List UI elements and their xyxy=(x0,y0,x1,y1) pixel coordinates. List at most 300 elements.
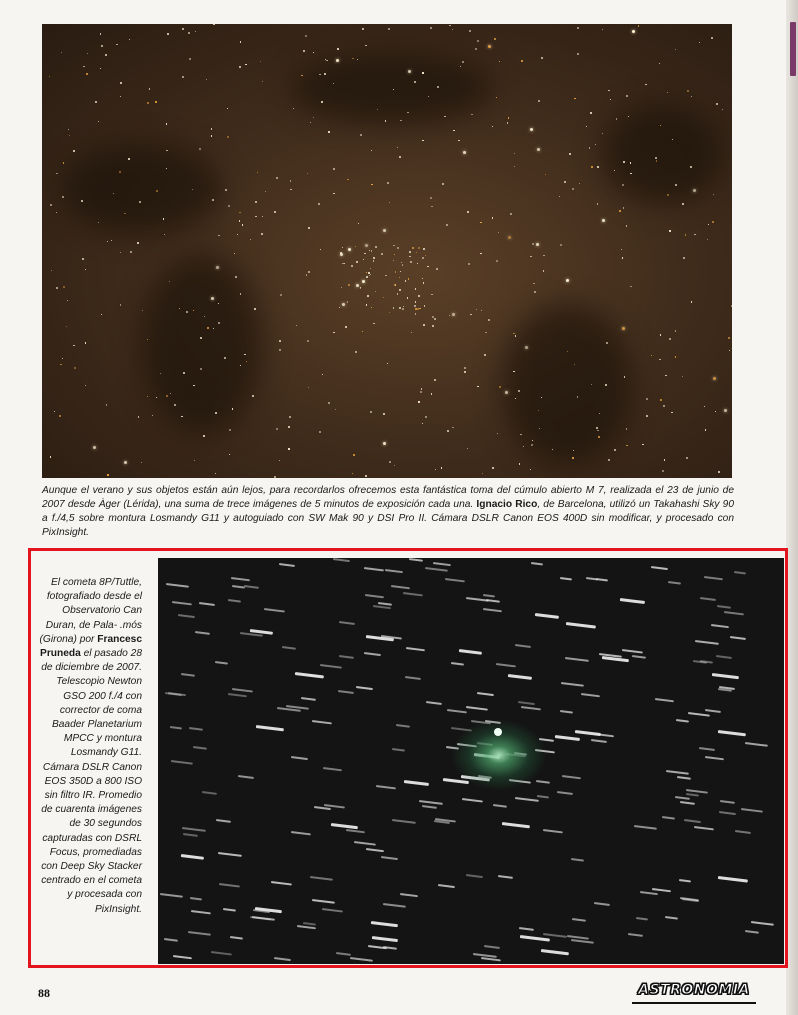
star xyxy=(623,207,624,208)
star-trail xyxy=(515,797,539,801)
star xyxy=(401,262,402,263)
star-trail xyxy=(677,776,691,779)
star xyxy=(399,307,401,309)
star xyxy=(408,278,409,279)
star xyxy=(713,194,714,195)
star xyxy=(347,179,348,180)
star xyxy=(313,117,314,118)
star xyxy=(344,263,345,264)
star xyxy=(411,332,412,333)
star-trail xyxy=(214,661,227,664)
star xyxy=(305,35,307,37)
star-trail xyxy=(217,852,241,856)
star xyxy=(194,460,195,461)
star-trail xyxy=(745,930,759,933)
star xyxy=(460,66,461,67)
star xyxy=(622,327,625,330)
star-trail xyxy=(501,822,529,828)
star xyxy=(418,247,420,249)
star xyxy=(476,309,477,310)
star xyxy=(397,293,398,294)
star-trail xyxy=(571,939,594,943)
star xyxy=(86,73,88,75)
star xyxy=(371,150,372,151)
star-trail xyxy=(634,825,657,829)
star xyxy=(559,196,560,197)
star xyxy=(370,411,372,413)
star xyxy=(50,204,51,205)
star-trail xyxy=(350,957,373,961)
star xyxy=(61,52,62,53)
star-trail xyxy=(562,775,581,779)
star-trail xyxy=(719,800,734,803)
star xyxy=(276,428,278,430)
star xyxy=(711,37,713,39)
star xyxy=(452,313,455,316)
star xyxy=(345,326,346,327)
star xyxy=(651,355,652,356)
star xyxy=(572,188,574,190)
star xyxy=(206,79,207,80)
star xyxy=(212,199,213,200)
star-trail xyxy=(166,583,189,587)
star-trail xyxy=(565,622,595,628)
star xyxy=(339,307,340,308)
star xyxy=(536,243,539,246)
star-trail xyxy=(716,655,732,658)
star-trail xyxy=(543,829,563,833)
star xyxy=(265,191,266,192)
star-trail xyxy=(666,770,689,774)
star xyxy=(225,189,227,191)
star xyxy=(602,29,603,30)
star-trail xyxy=(172,601,192,605)
star-trail xyxy=(290,756,307,760)
star xyxy=(537,148,540,151)
star xyxy=(308,387,309,388)
star xyxy=(279,460,280,461)
star xyxy=(543,270,544,271)
star xyxy=(626,225,627,226)
star xyxy=(342,303,345,306)
star xyxy=(303,50,305,52)
star xyxy=(147,102,149,104)
star xyxy=(310,122,311,123)
caption-text: El cometa 8P/Tuttle, fotografiado desde el Observatorio Can Duran, de Pala- .mós (Girona) por xyxy=(39,577,142,645)
star xyxy=(365,45,366,46)
star xyxy=(444,116,445,117)
star xyxy=(645,84,646,85)
star xyxy=(324,73,326,75)
star-trail xyxy=(385,569,403,573)
star-trail xyxy=(734,571,746,574)
star xyxy=(425,255,426,256)
star-trail xyxy=(665,916,678,919)
star-trail xyxy=(400,893,418,897)
star-trail xyxy=(459,649,482,654)
star xyxy=(63,286,65,288)
star xyxy=(499,61,500,62)
star-trail xyxy=(182,827,206,831)
star-trail xyxy=(301,697,316,700)
star xyxy=(240,41,241,42)
star xyxy=(638,25,639,26)
star xyxy=(492,467,493,468)
star xyxy=(402,264,403,265)
star xyxy=(683,257,684,258)
star-trail xyxy=(565,657,589,661)
star xyxy=(373,323,374,324)
star-trail xyxy=(404,780,429,786)
star xyxy=(307,340,309,342)
star xyxy=(675,356,676,357)
star-trail xyxy=(484,945,500,948)
star-trail xyxy=(466,706,488,710)
star xyxy=(414,305,416,307)
star-trail xyxy=(581,693,600,697)
star xyxy=(183,372,185,374)
star xyxy=(477,386,478,387)
star xyxy=(712,221,714,223)
star xyxy=(621,249,622,250)
star xyxy=(237,234,238,235)
star xyxy=(675,49,676,50)
star xyxy=(362,280,365,283)
star-trail xyxy=(536,780,550,783)
star xyxy=(622,257,623,258)
m7-cluster-photo xyxy=(42,24,732,478)
star-trail xyxy=(373,605,391,609)
star xyxy=(166,395,168,397)
star xyxy=(397,247,399,249)
star-trail xyxy=(717,605,731,608)
star xyxy=(569,153,571,155)
star xyxy=(690,166,692,168)
star xyxy=(120,252,121,253)
star-trail xyxy=(483,608,502,612)
star xyxy=(574,98,575,99)
star xyxy=(147,396,148,397)
star-trail xyxy=(694,826,714,830)
star xyxy=(729,350,730,351)
star-trail xyxy=(338,690,354,693)
star xyxy=(595,144,596,145)
star-trail xyxy=(724,611,744,615)
star xyxy=(337,48,338,49)
star xyxy=(120,82,122,84)
star-trail xyxy=(518,701,535,705)
star xyxy=(308,271,310,273)
star-trail xyxy=(376,785,396,789)
star xyxy=(496,97,497,98)
star xyxy=(596,427,598,429)
star xyxy=(462,61,464,63)
star xyxy=(672,139,673,140)
star xyxy=(333,332,334,333)
star-trail xyxy=(171,760,193,764)
star xyxy=(482,473,483,474)
star xyxy=(602,219,605,222)
star xyxy=(364,253,365,254)
star xyxy=(107,241,108,242)
star xyxy=(189,58,191,60)
star xyxy=(50,456,51,457)
star xyxy=(646,415,647,416)
star xyxy=(718,471,720,473)
star xyxy=(255,201,257,203)
star xyxy=(399,156,401,158)
star xyxy=(663,405,665,407)
star xyxy=(218,235,219,236)
star xyxy=(415,313,416,314)
star-trail xyxy=(392,748,405,751)
comet-nucleus xyxy=(494,728,502,736)
star xyxy=(630,286,631,287)
star-trail xyxy=(596,578,608,581)
star xyxy=(371,250,372,251)
star xyxy=(477,40,479,42)
star-trail xyxy=(571,858,584,861)
star xyxy=(250,239,251,240)
star-trail xyxy=(422,805,437,808)
star xyxy=(353,454,355,456)
star xyxy=(463,151,466,154)
star xyxy=(352,473,353,474)
star xyxy=(458,140,459,141)
star xyxy=(137,242,139,244)
star xyxy=(422,278,423,279)
star xyxy=(675,330,676,331)
star-trail xyxy=(193,746,207,749)
star xyxy=(389,312,390,313)
star xyxy=(409,256,410,257)
dust-lane xyxy=(142,254,262,434)
star xyxy=(274,211,276,213)
star xyxy=(85,385,86,386)
star-trail xyxy=(160,893,183,897)
star xyxy=(423,324,425,326)
star xyxy=(610,99,611,100)
star-trail xyxy=(396,724,410,727)
star xyxy=(399,277,400,278)
star xyxy=(659,63,660,64)
star xyxy=(707,239,708,240)
star xyxy=(513,333,514,334)
star-trail xyxy=(462,798,483,802)
star xyxy=(728,337,730,339)
star xyxy=(296,325,297,326)
star xyxy=(415,288,416,289)
star xyxy=(530,128,533,131)
caption-author: Francesc Pruneda xyxy=(40,633,142,660)
star xyxy=(152,415,153,416)
star xyxy=(98,222,99,223)
star xyxy=(333,83,334,84)
star-trail xyxy=(477,692,494,695)
star-trail xyxy=(620,598,645,604)
star xyxy=(260,61,261,62)
star xyxy=(597,203,598,204)
star xyxy=(608,90,609,91)
star xyxy=(111,240,112,241)
star xyxy=(288,426,290,428)
star-trail xyxy=(391,585,410,589)
star xyxy=(471,114,472,115)
star-trail xyxy=(688,712,710,716)
star-trail xyxy=(295,672,324,678)
star-trail xyxy=(364,567,384,571)
star xyxy=(671,412,672,413)
star xyxy=(394,254,395,255)
star xyxy=(107,474,108,475)
star xyxy=(589,147,590,148)
star xyxy=(130,251,132,253)
star xyxy=(664,459,665,460)
star-trail xyxy=(354,841,376,845)
star-trail xyxy=(679,879,691,882)
star-trail xyxy=(339,621,355,624)
star xyxy=(449,315,450,316)
star-trail xyxy=(231,577,250,581)
star xyxy=(419,308,420,309)
star xyxy=(63,162,64,163)
star-trail xyxy=(655,698,674,702)
star xyxy=(626,95,628,97)
star xyxy=(423,248,425,250)
star-trail xyxy=(256,725,284,731)
star-trail xyxy=(228,693,247,697)
page-number: 88 xyxy=(38,986,50,1000)
star-trail xyxy=(559,577,571,580)
star-trail xyxy=(202,791,217,794)
star-trail xyxy=(330,823,357,829)
star xyxy=(449,25,450,26)
star xyxy=(469,30,471,32)
star-trail xyxy=(668,581,681,584)
star xyxy=(279,349,281,351)
star-trail xyxy=(636,917,648,920)
star-trail xyxy=(695,640,719,644)
star-trail xyxy=(219,883,240,887)
star xyxy=(56,212,57,213)
star-trail xyxy=(541,949,569,955)
star xyxy=(731,305,732,307)
star xyxy=(602,133,603,134)
star-trail xyxy=(445,578,465,582)
star xyxy=(288,448,289,449)
star xyxy=(289,416,291,418)
star xyxy=(507,122,508,123)
star xyxy=(682,203,684,205)
star-trail xyxy=(560,710,574,713)
star xyxy=(163,218,164,219)
star xyxy=(319,431,321,433)
star-trail xyxy=(676,719,689,722)
star xyxy=(352,58,353,59)
star xyxy=(181,416,182,417)
star-trail xyxy=(230,936,243,939)
star xyxy=(139,201,140,202)
star-trail xyxy=(705,709,721,712)
star xyxy=(106,404,107,405)
star-trail xyxy=(514,644,530,647)
star xyxy=(307,173,308,174)
star xyxy=(422,423,423,424)
star-trail xyxy=(312,720,332,724)
star-trail xyxy=(652,888,671,892)
star-trail xyxy=(537,795,549,798)
star-trail xyxy=(322,908,343,912)
star xyxy=(494,38,496,40)
star-trail xyxy=(403,592,423,596)
star xyxy=(464,367,466,369)
star-trail xyxy=(195,631,210,634)
star-trail xyxy=(519,927,534,930)
star-trail xyxy=(745,742,768,746)
star-trail xyxy=(223,908,236,911)
star xyxy=(348,284,350,286)
star xyxy=(543,255,544,256)
star xyxy=(69,135,70,136)
star xyxy=(246,361,247,362)
star xyxy=(508,117,509,118)
star xyxy=(577,53,579,55)
star xyxy=(560,244,562,246)
star xyxy=(83,66,84,67)
star xyxy=(423,282,424,283)
star xyxy=(389,202,390,203)
star-trail xyxy=(508,674,532,679)
star-trail xyxy=(339,655,354,658)
star-trail xyxy=(711,624,729,628)
star xyxy=(98,121,99,122)
star-trail xyxy=(282,646,296,649)
star-trail xyxy=(312,899,335,903)
star xyxy=(255,216,256,217)
star xyxy=(685,234,686,235)
star xyxy=(416,252,417,253)
star xyxy=(467,448,468,449)
star-trail xyxy=(520,935,550,941)
star xyxy=(245,64,246,65)
star-trail xyxy=(628,933,643,936)
edge-tab-mark xyxy=(790,22,796,76)
star xyxy=(470,314,471,315)
star xyxy=(68,129,69,130)
star xyxy=(408,70,411,73)
star xyxy=(452,427,453,428)
star xyxy=(498,232,499,233)
star xyxy=(533,283,534,284)
star xyxy=(200,337,202,339)
star xyxy=(155,101,157,103)
star xyxy=(642,444,643,445)
star xyxy=(333,168,335,170)
star xyxy=(422,72,423,73)
star-trail xyxy=(189,897,201,900)
star xyxy=(538,100,540,102)
star xyxy=(308,227,310,229)
star xyxy=(447,430,449,432)
star xyxy=(468,263,470,265)
star xyxy=(705,429,706,430)
star-trail xyxy=(409,558,423,561)
star-trail xyxy=(310,876,333,880)
star xyxy=(73,345,74,346)
star xyxy=(715,411,716,412)
star xyxy=(192,189,193,190)
star xyxy=(200,368,202,370)
